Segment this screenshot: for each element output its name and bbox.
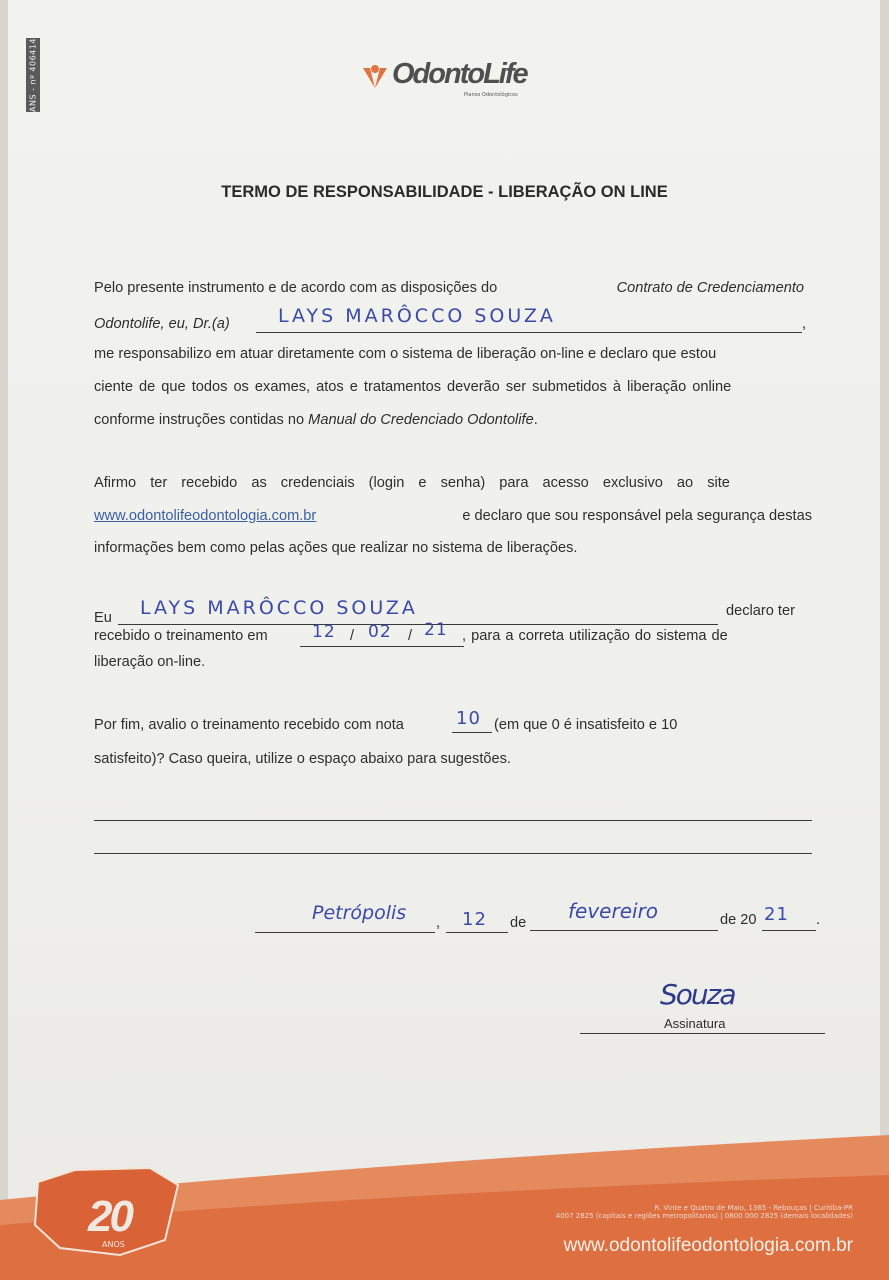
handwritten-name-1: LAYS MARÔCCO SOUZA [278, 305, 556, 327]
score-underline [452, 732, 492, 733]
name-underline [256, 332, 802, 333]
brand-name: OdontoLife [392, 58, 527, 90]
date-underline [300, 646, 464, 647]
p3-line-2b: , para a correta utilização do sistema de [462, 628, 728, 644]
p4-line-1a: Por fim, avalio o treinamento recebido com nota [94, 717, 404, 733]
p2-line-2-text: e declaro que sou responsável pela segurança destas [462, 508, 812, 524]
anniversary-badge-label: ANOS [102, 1240, 125, 1249]
p2-line-3-text: informações bem como pelas ações que realizar no sistema de liberações. [94, 540, 578, 556]
date-slash-2: / [408, 628, 413, 644]
footer-address-line: R. Vinte e Quatro de Maio, 1365 - Rebouças | Curitiba-PR [654, 1204, 853, 1212]
p1-line-4 [94, 379, 731, 395]
training-month: 02 [368, 622, 392, 642]
p3-line-3: liberação on-line. [94, 654, 206, 670]
training-day: 12 [312, 622, 336, 642]
de-20: de 20 [720, 912, 757, 928]
brand-tagline: Planos Odontológicos [464, 92, 518, 98]
p2-line-1-text: Afirmo ter recebido as credenciais (login e senha) para acesso exclusivo ao site [94, 475, 730, 491]
handwritten-day: 12 [462, 909, 487, 930]
p1-line-1 [94, 280, 804, 296]
p4-line-1b: (em que 0 é insatisfeito e 10 [494, 717, 678, 733]
month-underline [530, 930, 718, 931]
handwritten-name-2: LAYS MARÔCCO SOUZA [140, 597, 418, 619]
handwritten-signature: Souza [660, 978, 735, 1011]
date-period: . [816, 912, 821, 928]
p3-declaro: declaro ter [726, 603, 795, 619]
footer-url[interactable]: www.odontolifeodontologia.com.br [563, 1235, 853, 1256]
training-score: 10 [456, 708, 481, 729]
name-comma: , [802, 316, 807, 332]
p2-line-2 [94, 508, 812, 524]
p4-line-2: satisfeito)? Caso queira, utilize o espaço abaixo para sugestões. [94, 751, 511, 767]
p1-line-5 [94, 412, 538, 428]
city-underline [255, 932, 435, 933]
p3-name-underline [118, 624, 718, 625]
ans-registration-tag: ANS - nº 406414 [26, 38, 40, 112]
year-underline [762, 930, 816, 931]
city-comma: , [436, 915, 441, 931]
de-1: de [510, 915, 527, 931]
manual-name: Manual do Credenciado Odontolife [308, 412, 534, 428]
p1-line-5c: . [533, 412, 538, 428]
p2-line-1 [94, 475, 730, 491]
signature-line [580, 1033, 825, 1034]
suggestion-line-2[interactable] [94, 853, 812, 854]
date-slash-1: / [350, 628, 355, 644]
anniversary-badge-number: 20 [88, 1192, 131, 1241]
suggestion-line-1[interactable] [94, 820, 812, 821]
p1-line-3-text: me responsabilizo em atuar diretamente com o sistema de liberação on-line e declaro que estou [94, 346, 717, 362]
p1-line-1a: Pelo presente instrumento e de acordo com as disposições do [94, 280, 498, 296]
page-title: TERMO DE RESPONSABILIDADE - LIBERAÇÃO ON LINE [221, 183, 668, 201]
p1-line-2 [94, 316, 230, 332]
handwritten-month: fevereiro [568, 899, 659, 923]
p1-line-3 [94, 346, 806, 362]
footer-address [556, 1204, 853, 1220]
p1-line-5a: conforme instruções contidas no [94, 412, 305, 428]
p2-line-3 [94, 540, 577, 556]
footer-phones: 4007 2825 (capitais e regiões metropolitanas) | 0800 000 2825 (demais localidades) [555, 1212, 853, 1220]
training-year: 21 [424, 620, 448, 640]
contract-name: Contrato de Credenciamento [616, 280, 804, 296]
p3-eu: Eu [94, 610, 112, 626]
handwritten-year: 21 [764, 904, 789, 925]
p1-line-2-text: Odontolife, eu, Dr.(a) [94, 316, 230, 332]
p1-line-4-text: ciente de que todos os exames, atos e tratamentos deverão ser submetidos à liberação online [94, 379, 732, 395]
odontolife-mark-icon [360, 62, 390, 92]
day-underline [446, 932, 508, 933]
p3-line-2a: recebido o treinamento em [94, 628, 268, 644]
signature-label: Assinatura [664, 1016, 726, 1031]
handwritten-city: Petrópolis [312, 902, 407, 924]
site-link[interactable]: www.odontolifeodontologia.com.br [94, 508, 317, 524]
